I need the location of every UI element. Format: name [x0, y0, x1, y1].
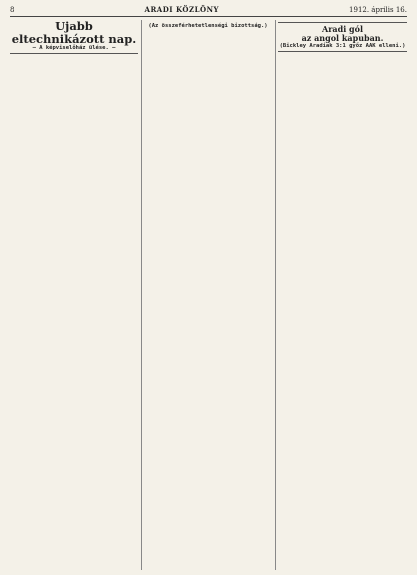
article-subhead: (Bickley Aradiak 3:1 győz AAK elleni.)	[279, 42, 406, 49]
article-subhead: (Az összeférhetetlenségi bizottság.)	[148, 23, 268, 29]
divider	[10, 53, 138, 54]
issue-date: 1912. április 16.	[349, 6, 407, 14]
column-rule	[275, 20, 276, 570]
masthead	[10, 5, 407, 17]
page-number: 8	[10, 6, 15, 14]
column-3	[278, 20, 407, 570]
column-1	[10, 20, 138, 570]
column-rule	[141, 20, 142, 570]
article-headline: Ujabb eltechnikázott nap.	[11, 20, 137, 46]
column-2	[144, 20, 272, 570]
article-headline: Aradi gól	[322, 24, 363, 34]
divider	[278, 51, 407, 52]
divider	[278, 22, 407, 23]
article-subhead: — A képviselőház ülése. —	[32, 45, 116, 52]
paper-name: ARADI KÖZLÖNY	[144, 5, 219, 14]
article-headline: az angol kapuban.	[301, 32, 384, 43]
